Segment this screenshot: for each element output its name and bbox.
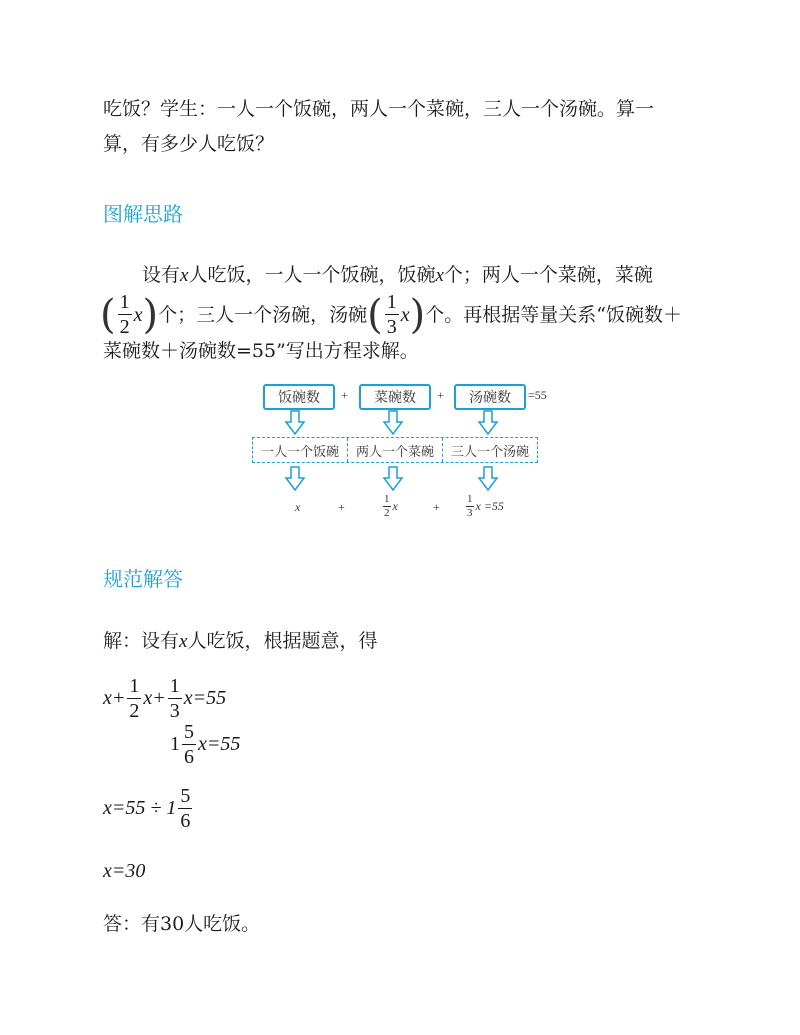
plus-sign: + — [338, 500, 345, 514]
intro-line-2: 算，有多少人吃饭？ — [103, 133, 275, 155]
answer: 答：有30人吃饭。 — [103, 913, 261, 935]
expr-third-x: $\frac{1}{3}$ x =55 — [467, 493, 504, 519]
box-dish-bowls: 菜碗数 — [359, 384, 431, 410]
solution-intro: 解：设有x人吃饭，根据题意，得 — [103, 630, 378, 652]
down-arrow-icon — [284, 410, 306, 436]
expr-x: x — [295, 500, 301, 514]
box-soup-bowls: 汤碗数 — [454, 384, 526, 410]
section-heading-analysis: 图解思路 — [103, 202, 183, 226]
analysis-line-1: 设有x人吃饭，一人一个饭碗，饭碗x个；两人一个菜碗，菜碗 — [142, 264, 653, 286]
box-rice-bowls: 饭碗数 — [263, 384, 335, 410]
equation-2: 1 $\frac{5}{6}$ x=55 — [170, 721, 241, 768]
relation-row — [252, 437, 538, 463]
analysis-line-3: 菜碗数＋汤碗数=55”写出方程求解。 — [103, 340, 419, 362]
down-arrow-icon — [382, 410, 404, 436]
down-arrow-icon — [477, 410, 499, 436]
plus-sign: + — [433, 500, 440, 514]
down-arrow-icon — [284, 466, 306, 492]
analysis-line-2: ( $\frac{1}{2}$ x ) 个；三人一个汤碗，汤碗 ( $\frac{1}{3}$ x ) 个。再根据等量关系“饭碗数＋ — [100, 291, 682, 338]
cell-dish: 两人一个菜碗 — [348, 438, 443, 462]
fraction-half: $\frac{1}{2}$ — [119, 291, 130, 338]
section-heading-solution: 规范解答 — [103, 567, 183, 591]
equation-1: x+ $\frac{1}{2}$ x+ $\frac{1}{3}$ x=55 — [103, 675, 227, 722]
cell-rice: 一人一个饭碗 — [253, 438, 348, 462]
equals-55: =55 — [528, 388, 547, 402]
intro-line-1: 吃饭？学生：一人一个饭碗，两人一个菜碗，三人一个汤碗。算一 — [103, 98, 655, 120]
plus-sign: + — [341, 388, 348, 402]
cell-soup: 三人一个汤碗 — [450, 444, 529, 460]
plus-sign: + — [437, 388, 444, 402]
fraction-third: $\frac{1}{3}$ — [386, 291, 397, 338]
equation-4: x=30 — [103, 860, 146, 882]
expr-half-x: $\frac{1}{2}$ x — [384, 493, 398, 519]
down-arrow-icon — [477, 466, 499, 492]
equation-3: x=55 ÷ 1 $\frac{5}{6}$ — [103, 785, 191, 832]
down-arrow-icon — [382, 466, 404, 492]
